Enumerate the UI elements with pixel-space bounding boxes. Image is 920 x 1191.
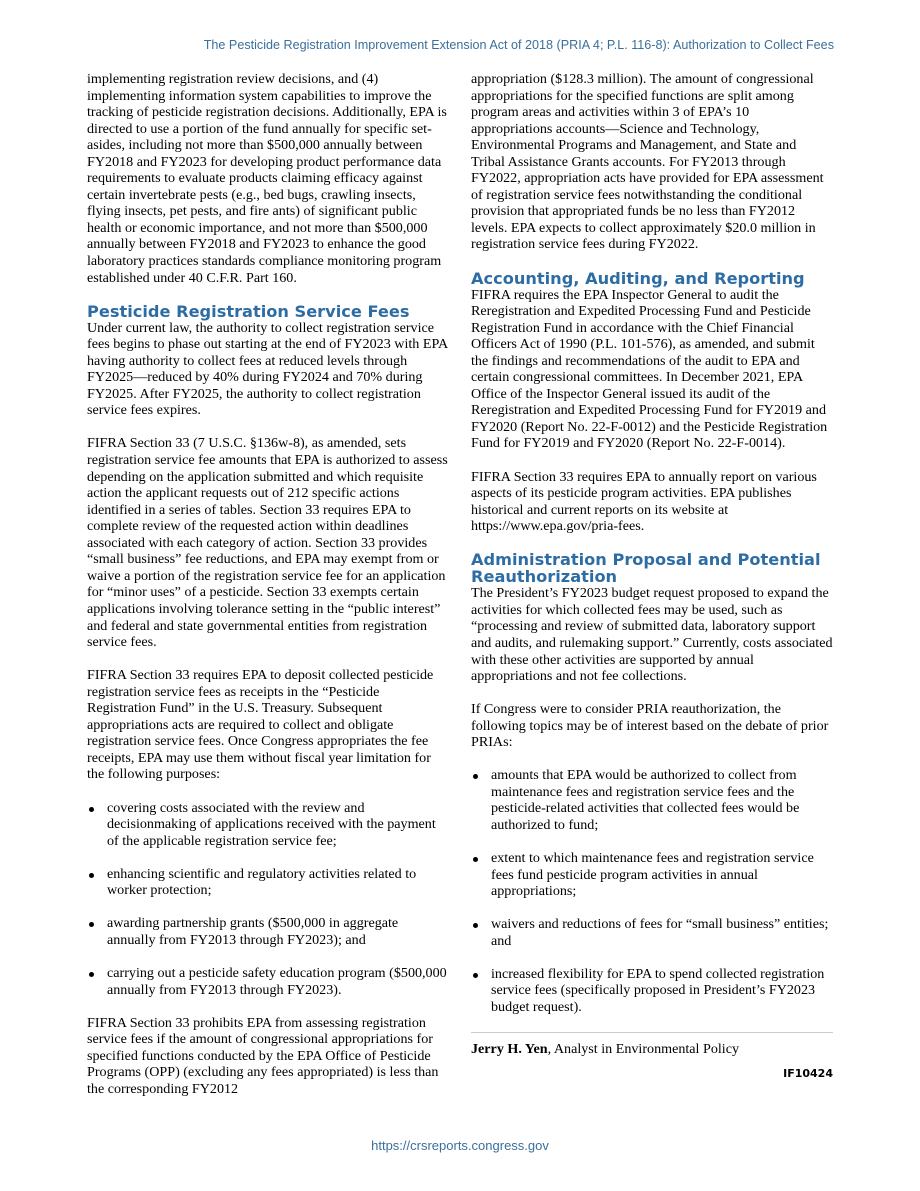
bullet-icon xyxy=(89,922,94,927)
list-item-text: increased flexibility for EPA to spend collected registration service fees (specifically proposed in President’s FY2023 budget request). xyxy=(491,965,825,1015)
list-item-text: amounts that EPA would be authorized to collect from maintenance fees and registration service fees and the pesticide-related activities that collected fees would be authorized to fund; xyxy=(491,767,800,833)
list-item-text: extent to which maintenance fees and registration service fees fund pesticide program activities in annual appropriations; xyxy=(491,850,814,900)
paragraph: The President’s FY2023 budget request proposed to expand the activities for which collected fees may be used, such as “processing and review of submitted data, laboratory support and audits, and rulemaking support.” Currently, costs associated with these other activities are supported by annual appropriations and not fee collections. xyxy=(471,585,833,685)
paragraph: If Congress were to consider PRIA reauthorization, the following topics may be of interest based on the debate of prior PRIAs: xyxy=(471,701,829,751)
list-item-text: enhancing scientific and regulatory activities related to worker protection; xyxy=(107,865,417,899)
footer-url: https://crsreports.congress.gov xyxy=(371,1138,549,1153)
bullet-icon xyxy=(89,873,94,878)
paragraph: FIFRA Section 33 prohibits EPA from assessing registration service fees if the amount of congressional appropriations for specified functions conducted by the EPA Office of Pesticide Programs (OPP) (excluding any fees appropriated) is less than the corresponding FY2012 xyxy=(87,1014,439,1097)
section-heading-administration: Administration Proposal and Potential Reauthorization xyxy=(471,550,821,587)
bullet-icon xyxy=(473,774,478,779)
bullet-icon xyxy=(473,923,478,928)
list-item xyxy=(87,915,449,948)
author-title: , Analyst in Environmental Policy xyxy=(547,1041,740,1058)
paragraph: Under current law, the authority to collect registration service fees begins to phase out starting at the end of FY2023 with EPA having authority to collect fees at reduced levels through FY2025—reduced by 40% during FY2024 and 70% during FY2025. After FY2025, the authority to collect registration service fees expires. xyxy=(87,319,448,419)
section-heading-accounting: Accounting, Auditing, and Reporting xyxy=(471,268,805,288)
list-item xyxy=(471,916,833,949)
divider xyxy=(471,1032,833,1033)
bullet-list-fee-purposes xyxy=(87,800,449,999)
left-column xyxy=(87,71,449,1114)
bullet-list-reauthorization-topics xyxy=(471,767,833,1015)
list-item xyxy=(471,966,833,1016)
list-item xyxy=(87,965,449,998)
bullet-icon xyxy=(89,972,94,977)
paragraph: implementing registration review decisions, and (4) implementing information system capabilities to improve the tracking of pesticide registration decisions. Additionally, EPA is directed to use a portion of the fund annually for specific set-asides, including not more than $500,000 annually between FY2018 and FY2023 for developing product performance data requirements to evaluate products claiming efficacy against certain invertebrate pests (e.g., bed bugs, crawling insects, flying insects, pet pests, and fire ants) of significant public health or economic importance, and not more than $500,000 annually between FY2018 and FY2023 to enhance the good laboratory practices standards compliance monitoring program established under 40 C.F.R. Part 160. xyxy=(87,71,447,286)
section-heading-service-fees: Pesticide Registration Service Fees xyxy=(87,301,410,321)
list-item-text: covering costs associated with the review and decisionmaking of applications received with the payment of the applicable registration service fee; xyxy=(107,799,436,849)
paragraph: FIFRA Section 33 (7 U.S.C. §136w-8), as amended, sets registration service fee amounts that EPA is authorized to assess depending on the application submitted and which requisite action the applicant requests out of 212 specific actions identified in a series of tables. Section 33 requires EPA to complete review of the requested action within deadlines associated with each category of action. Section 33 provides “small business” fee reductions, and EPA may exempt from or waive a portion of the registration service fee for an application for “minor uses” of a pesticide. Section 33 exempts certain applications involving tolerance setting in the “public interest” and federal and state governmental entities from registration service fees. xyxy=(87,435,448,651)
right-column xyxy=(471,71,833,1082)
list-item xyxy=(471,850,833,900)
list-item-text: waivers and reductions of fees for “small business” entities; and xyxy=(491,916,829,949)
bullet-icon xyxy=(89,807,94,812)
list-item xyxy=(87,800,449,850)
paragraph: appropriation ($128.3 million). The amount of congressional appropriations for the specified functions are split among program areas and activities within 3 of EPA’s 10 appropriations accounts—Science and Technology, Environmental Programs and Management, and State and Tribal Assistance Grants accounts. For FY2013 through FY2022, appropriation acts have provided for EPA assessment of registration service fees notwithstanding the conditional provision that appropriated funds be no less than FY2012 levels. EPA expects to collect approximately $20.0 million in registration service fees during FY2022. xyxy=(471,71,824,253)
paragraph: FIFRA Section 33 requires EPA to deposit collected pesticide registration service fees as receipts in the “Pesticide Registration Fund” in the U.S. Treasury. Subsequent appropriations acts are required to collect and obligate registration service fees. Once Congress appropriates the fee receipts, EPA may use them without fiscal year limitation for the following purposes: xyxy=(87,667,434,783)
paragraph: FIFRA Section 33 requires EPA to annually report on various aspects of its pesticide program activities. EPA publishes historical and current reports on its website at https://www.epa.gov/pria-fees. xyxy=(471,468,817,535)
list-item-text: carrying out a pesticide safety education program ($500,000 annually from FY2013 through FY2023). xyxy=(107,964,447,998)
bullet-icon xyxy=(473,857,478,862)
document-id: IF10424 xyxy=(783,1066,833,1080)
list-item-text: awarding partnership grants ($500,000 in aggregate annually from FY2013 through FY2023); and xyxy=(107,915,399,948)
bullet-icon xyxy=(473,973,478,978)
running-header: The Pesticide Registration Improvement Extension Act of 2018 (PRIA 4; P.L. 116-8): Authorization to Collect Fees xyxy=(203,38,834,52)
paragraph: FIFRA requires the EPA Inspector General to audit the Reregistration and Expedited Processing Fund and Pesticide Registration Fund in accordance with the Chief Financial Officers Act of 1990 (P.L. 101-576), as amended, and submit the findings and recommendations of the audit to EPA and certain congressional committees. In December 2021, EPA Office of the Inspector General issued its audit of the Reregistration and Expedited Processing Fund for FY2019 and FY2020 (Report No. 22-F-0012) and the Pesticide Registration Fund for FY2019 and FY2020 (Report No. 22-F-0014). xyxy=(471,286,828,452)
list-item xyxy=(87,866,449,899)
list-item xyxy=(471,767,833,833)
author-line xyxy=(471,1041,833,1058)
author-name: Jerry H. Yen xyxy=(471,1041,548,1058)
